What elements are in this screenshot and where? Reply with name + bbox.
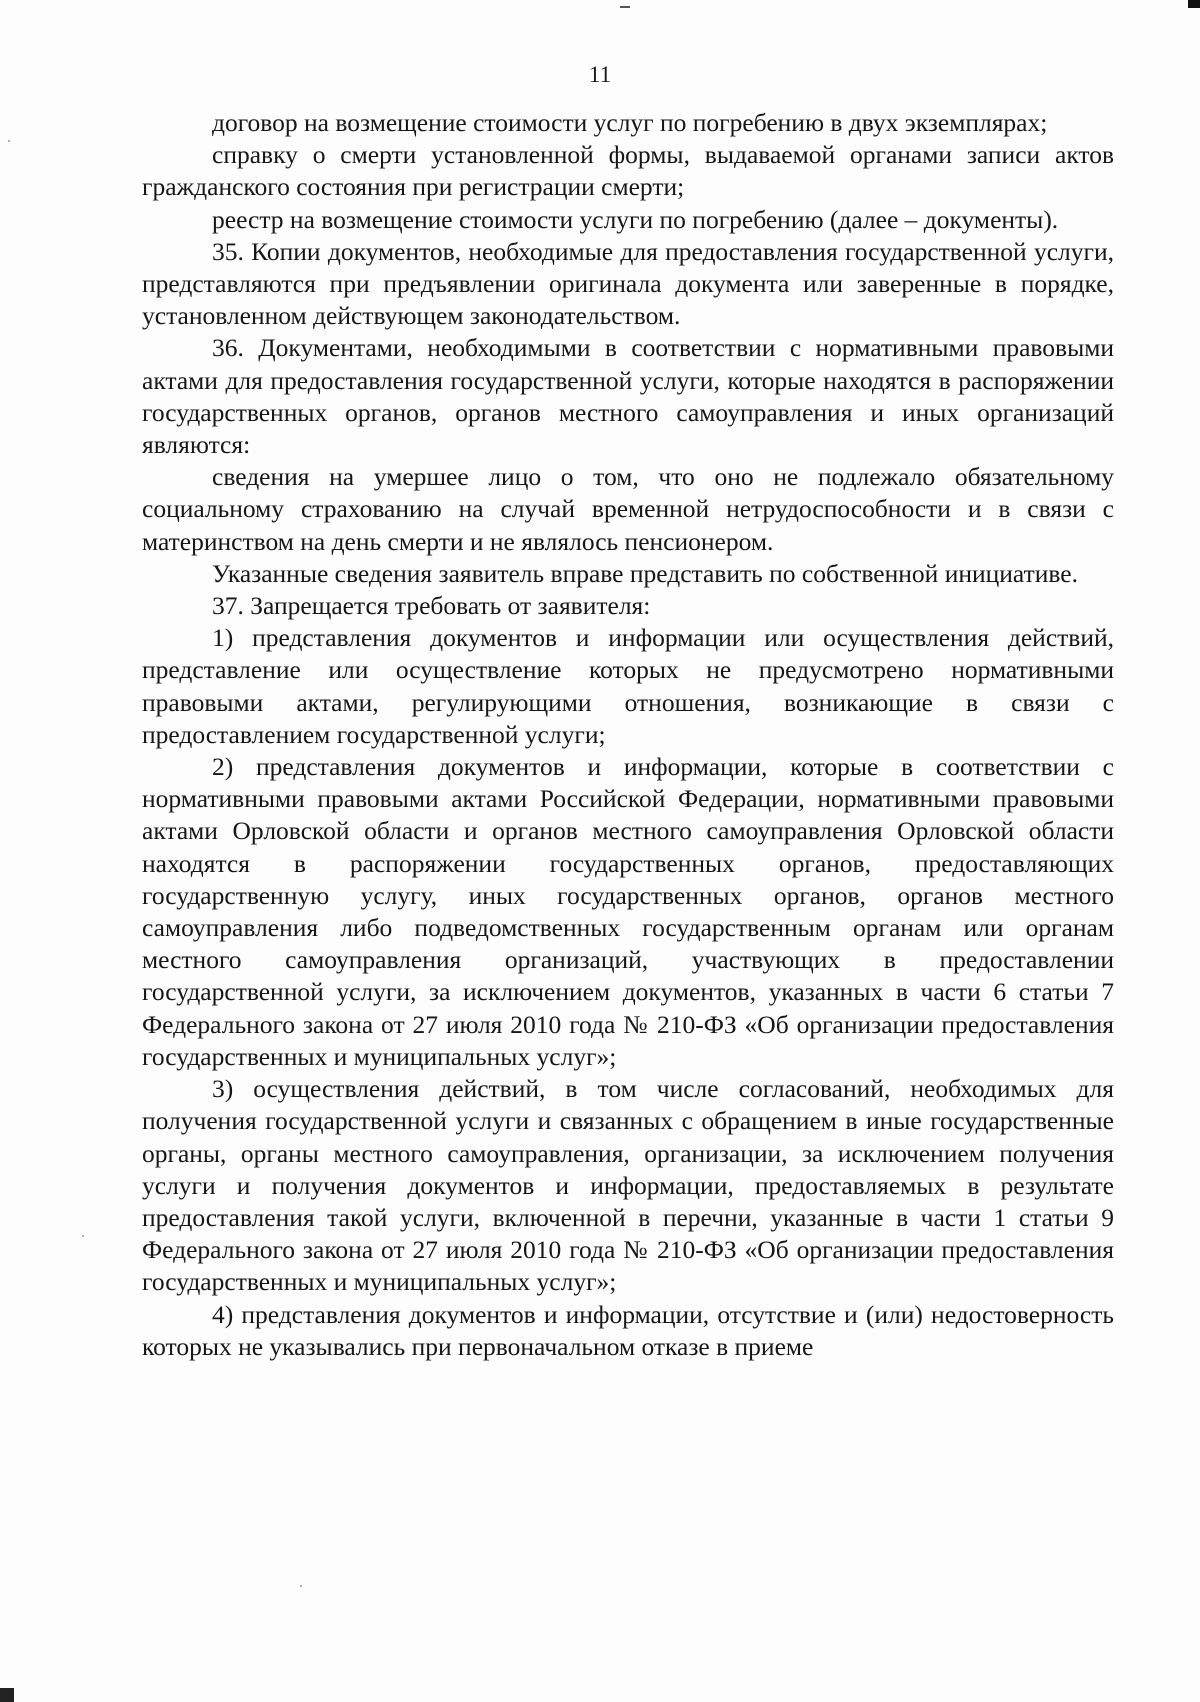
paragraph-item-35: 35. Копии документов, необходимые для предоставления государственной услуги, представляются при предъявлении оригинала документа или заверенные в порядке, установленном действующем законодательством. bbox=[142, 236, 1114, 331]
paragraph-item-37: 37. Запрещается требовать от заявителя: bbox=[212, 591, 651, 621]
paragraph: реестр на возмещение стоимости услуги по погребению (далее – документы). bbox=[212, 204, 1059, 234]
scan-artifact bbox=[0, 1688, 14, 1702]
scan-artifact bbox=[1188, 0, 1200, 8]
paragraph: справку о смерти установленной формы, выдаваемой органами записи актов гражданского состояния при регистрации смерти; bbox=[142, 140, 1114, 202]
scan-artifact bbox=[300, 1585, 302, 1587]
list-item-1: 1) представления документов и информации или осуществления действий, представление или осуществление которых не предусмотрено нормативными правовыми актами, регулирующими отношения, возникающие в связи с предоставлением государственной услуги; bbox=[142, 623, 1114, 749]
scan-artifact bbox=[620, 6, 630, 8]
page-number: 11 bbox=[588, 62, 612, 87]
paragraph: договор на возмещение стоимости услуг по погребению в двух экземплярах; bbox=[212, 108, 1048, 137]
scan-artifact bbox=[8, 140, 10, 142]
paragraph-item-36: 36. Документами, необходимыми в соответствии с нормативными правовыми актами для предоставления государственной услуги, которые находятся в распоряжении государственных органов, органов местного самоуправления и иных организаций являются: bbox=[142, 333, 1114, 460]
paragraph: сведения на умершее лицо о том, что оно не подлежало обязательному социальному страхованию на случай временной нетрудоспособности и в связи с материнством на день смерти и не являлось пенсионером. bbox=[142, 462, 1114, 556]
paragraph: Указанные сведения заявитель вправе представить по собственной инициативе. bbox=[212, 558, 1078, 588]
list-item-3: 3) осуществления действий, в том числе согласований, необходимых для получения государственной услуги и связанных с обращением в иные государственные органы, органы местного самоуправления, организации, за исключением получения услуги и получения документов и информации, предоставляемых в результате предоставления такой услуги, включенной в перечни, указанные в части 1 статьи 9 Федерального закона от 27 июля 2010 года № 210-ФЗ «Об организации предоставления государственных и муниципальных услуг»; bbox=[142, 1074, 1114, 1297]
scan-artifact bbox=[82, 1235, 84, 1237]
list-item-2: 2) представления документов и информации, которые в соответствии с нормативными правовыми актами Российской Федерации, нормативными правовыми актами Орловской области и органов местного самоуправления Орловской области находятся в распоряжении государственных органов, предоставляющих государственную услугу, иных государственных органов, органов местного самоуправления либо подведомственных государственным органам или органам местного самоуправления организаций, участвующих в предоставлении государственной услуги, за исключением документов, указанных в части 6 статьи 7 Федерального закона от 27 июля 2010 года № 210-ФЗ «Об организации предоставления государственных и муниципальных услуг»; bbox=[142, 752, 1114, 1071]
list-item-4: 4) представления документов и информации, отсутствие и (или) недостоверность которых не указывались при первоначальном отказе в приеме bbox=[142, 1299, 1114, 1361]
body-text bbox=[142, 107, 1114, 1363]
